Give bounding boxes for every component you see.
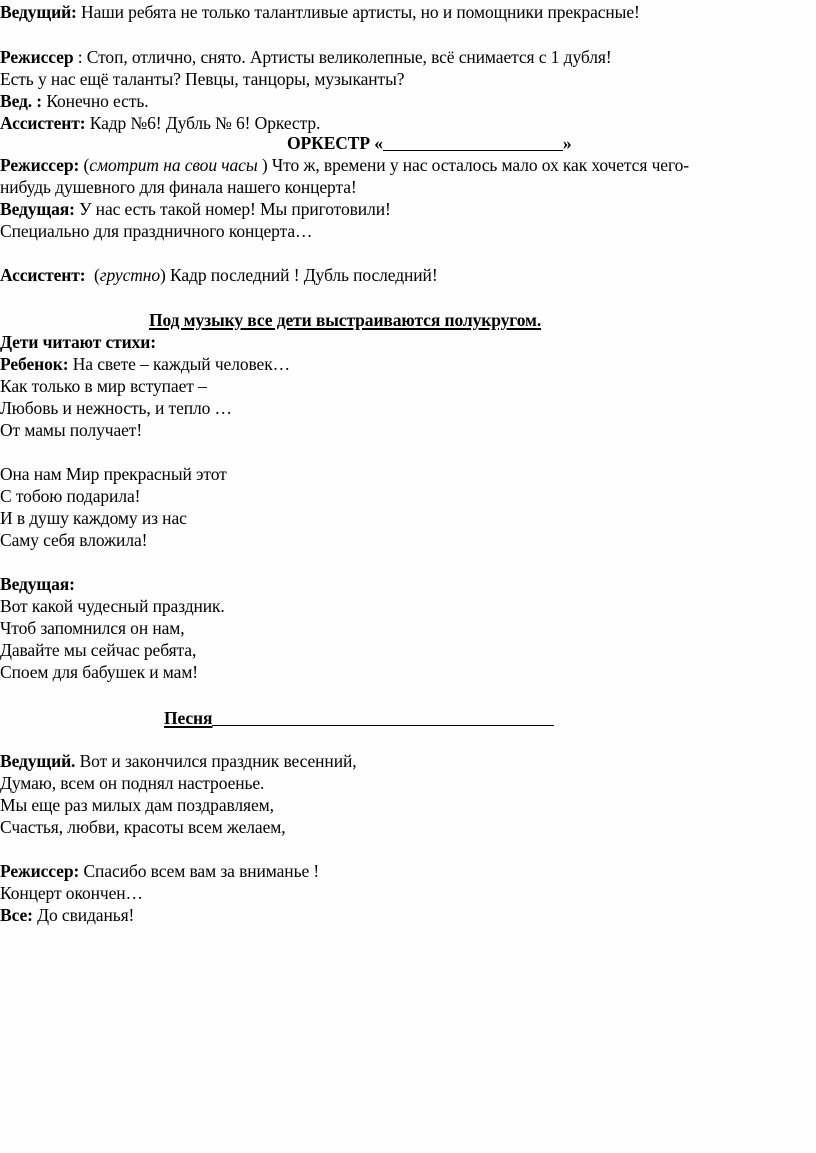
line-text (0, 68, 404, 90)
speaker: Ведущая: (0, 574, 75, 594)
poem-line (0, 529, 147, 551)
stage-direction: смотрит на свои часы (89, 155, 258, 175)
line-text (0, 176, 357, 198)
line-text: Счастья, любви, красоты всем желаем, (0, 817, 286, 837)
line-text: Вот какой чудесный праздник. (0, 596, 225, 616)
line-text: ) Кадр последний ! Дубль последний! (160, 265, 438, 285)
line-text: Думаю, всем он поднял настроенье. (0, 773, 265, 793)
line-text: нибудь душевного для финала нашего концерта! (0, 177, 357, 197)
paren: ( (85, 265, 100, 285)
line-text: Как только в мир вступает – (0, 376, 207, 396)
speaker: Режиссер (0, 47, 74, 67)
poem-line (0, 661, 198, 683)
heading-text: ОРКЕСТР « (287, 133, 383, 153)
line-text: ) Что ж, времени у нас осталось мало ох как хочется чего- (257, 155, 689, 175)
speaker: Дети читают стихи: (0, 332, 157, 352)
poem-line (0, 463, 227, 485)
poem-line (0, 816, 285, 838)
poem-line (0, 485, 140, 507)
line-host-short (0, 90, 149, 112)
line-host-intro (0, 1, 640, 23)
poem-line (0, 507, 187, 529)
line-text: Она нам Мир прекрасный этот (0, 464, 227, 484)
poem-line (0, 595, 225, 617)
line-text: Конечно есть. (42, 91, 149, 111)
line-text: Наши ребята не только талантливые артисты, но и помощники прекрасные! (76, 2, 640, 22)
line-hostess-2 (0, 573, 75, 595)
line-director-1 (0, 46, 612, 68)
stage-direction: грустно (99, 265, 161, 285)
line-text: Концерт окончен… (0, 883, 143, 903)
speaker: Вед. : (0, 91, 43, 111)
heading-semicircle (149, 309, 541, 331)
poem-line (0, 375, 207, 397)
line-text: Специально для праздничного концерта… (0, 221, 313, 241)
line-assistant-2 (0, 264, 438, 286)
line-text: С тобою подарила! (0, 486, 141, 506)
speaker: Ведущая: (0, 199, 75, 219)
poem-line (0, 639, 196, 661)
poem-line (0, 794, 274, 816)
line-child (0, 353, 290, 375)
line-text: Кадр №6! Дубль № 6! Оркестр. (85, 113, 321, 133)
poem-line (0, 397, 232, 419)
line-text: От мамы получает! (0, 420, 143, 440)
speaker: Ребенок: (0, 354, 69, 374)
line-all (0, 904, 134, 926)
line-text: Любовь и нежность, и тепло … (0, 398, 232, 418)
heading-text: Под музыку все дети выстраиваются полукругом. (149, 310, 542, 330)
line-assistant-1 (0, 112, 320, 134)
line-text: У нас есть такой номер! Мы приготовили! (74, 199, 391, 219)
heading-song (164, 707, 554, 729)
line-text: Споем для бабушек и мам! (0, 662, 199, 682)
line-text: Есть у нас ещё таланты? Певцы, танцоры, музыканты? (0, 69, 405, 89)
speaker: Ведущий. (0, 751, 76, 771)
speaker: Режиссер: (0, 861, 80, 881)
speaker: Ассистент: (0, 113, 86, 133)
heading-end: » (562, 133, 572, 153)
line-text (0, 220, 312, 242)
line-text: До свиданья! (32, 905, 135, 925)
line-text: Мы еще раз милых дам поздравляем, (0, 795, 274, 815)
line-host-final (0, 750, 357, 772)
line-text: Чтоб запомнился он нам, (0, 618, 185, 638)
speaker: Режиссер: (0, 155, 80, 175)
line-text: Саму себя вложила! (0, 530, 148, 550)
line-text: И в душу каждому из нас (0, 508, 187, 528)
speaker: Ассистент: (0, 265, 86, 285)
line-text: На свете – каждый человек… (68, 354, 291, 374)
line-text: Вот и закончился праздник весенний, (75, 751, 357, 771)
paren: ( (79, 155, 90, 175)
line-children-read (0, 331, 156, 353)
line-text (0, 882, 143, 904)
line-text: Спасибо всем вам за вниманье ! (79, 861, 320, 881)
heading-text: Песня (164, 708, 213, 728)
line-director-final (0, 860, 319, 882)
heading-orchestra (287, 132, 572, 154)
line-text: : Стоп, отлично, снято. Артисты великолепные, всё снимается с 1 дубля! (73, 47, 612, 67)
speaker: Все: (0, 905, 33, 925)
fill-in-blank (212, 709, 554, 726)
speaker: Ведущий: (0, 2, 77, 22)
line-text: Давайте мы сейчас ребята, (0, 640, 197, 660)
line-director-2 (0, 154, 689, 176)
poem-line (0, 419, 142, 441)
line-hostess-1 (0, 198, 391, 220)
poem-line (0, 617, 185, 639)
poem-line (0, 772, 264, 794)
fill-in-blank (383, 134, 563, 151)
